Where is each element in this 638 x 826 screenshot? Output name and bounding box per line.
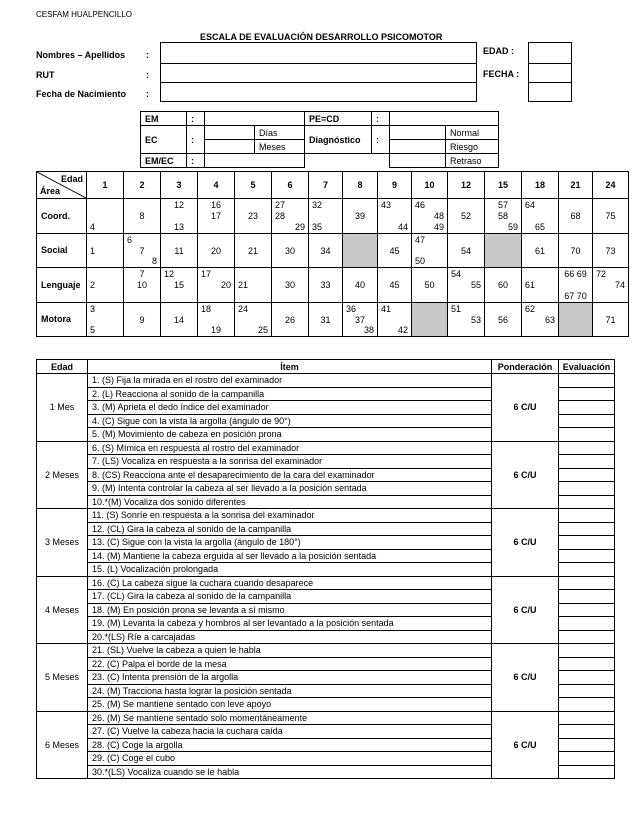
item-number: 71: [605, 314, 616, 325]
evaluacion-cell[interactable]: [559, 630, 615, 644]
item-number: 18: [201, 303, 212, 314]
item-text: 12. (CL) Gira la cabeza al sonido de la campanilla: [88, 522, 492, 536]
fecha-label: FECHA :: [483, 69, 520, 79]
area-cell: [593, 199, 629, 234]
edad-area-corner: [37, 172, 87, 199]
table-row: [37, 374, 615, 388]
ponderacion-header: Ponderación: [492, 360, 559, 374]
evaluacion-cell[interactable]: [559, 765, 615, 779]
edad-field[interactable]: [528, 42, 572, 64]
item-number: 14: [173, 314, 184, 325]
item-number: 73: [605, 245, 616, 256]
item-number: 61: [525, 280, 536, 290]
evaluacion-cell[interactable]: [559, 387, 615, 401]
area-cell: [522, 302, 559, 337]
area-cell: [522, 199, 559, 234]
item-text: 3. (M) Aprieta el dedo índice del examinador: [88, 401, 492, 415]
item-number: 49: [433, 221, 444, 232]
item-number: 2: [90, 280, 96, 290]
area-cell: [343, 233, 378, 268]
form-title: ESCALA DE EVALUACIÓN DESARROLLO PSICOMOTOR: [200, 32, 443, 42]
age-header-5: 5: [235, 172, 272, 199]
item-number: 45: [389, 245, 400, 256]
evaluacion-cell[interactable]: [559, 495, 615, 509]
diagnostico-label: Diagnóstico: [305, 126, 372, 154]
area-cell: [124, 268, 161, 303]
area-cell: [559, 199, 593, 234]
item-number: 1: [90, 245, 96, 256]
item-number: 35: [312, 221, 323, 232]
table-row: [37, 576, 615, 590]
item-text: 10.*(M) Vocaliza dos sonido diferentes: [88, 495, 492, 509]
age-header-1: 1: [87, 172, 124, 199]
item-number: 44: [397, 221, 408, 232]
edad-header: Edad: [60, 174, 83, 184]
area-cell: [87, 233, 124, 268]
item-number: 19: [210, 325, 221, 335]
em-value[interactable]: [205, 112, 305, 126]
age-group: 1 Mes: [37, 374, 88, 442]
item-number: 12: [164, 269, 175, 279]
evaluacion-cell[interactable]: [559, 576, 615, 590]
evaluacion-cell[interactable]: [559, 698, 615, 712]
item-number: 7: [139, 269, 145, 279]
age-header-2: 2: [124, 172, 161, 199]
evaluacion-cell[interactable]: [559, 482, 615, 496]
area-cell: [593, 268, 629, 303]
area-cell: [522, 268, 559, 303]
item-number: 61: [534, 245, 545, 256]
item-number: 17: [201, 269, 212, 279]
item-text: 21. (SL) Vuelve la cabeza a quien le habla: [88, 644, 492, 658]
item-number: 23: [247, 211, 258, 221]
item-number: 62: [525, 303, 536, 314]
area-cell: [378, 233, 412, 268]
emec-colon: :: [187, 154, 205, 168]
area-cell: [485, 233, 522, 268]
area-cell: [235, 199, 272, 234]
item-number: 55: [470, 280, 481, 290]
item-number: 32: [312, 200, 323, 210]
evaluacion-cell[interactable]: [559, 468, 615, 482]
age-header-9: 9: [378, 172, 412, 199]
item-number: 28: [275, 211, 286, 221]
ec-meses-value[interactable]: [205, 140, 255, 154]
meses-label: Meses: [255, 140, 305, 154]
evaluacion-cell[interactable]: [559, 441, 615, 455]
evaluacion-cell[interactable]: [559, 522, 615, 536]
item-number: 7: [139, 245, 145, 256]
table-row: [37, 644, 615, 658]
item-text: 19. (M) Levanta la cabeza y hombros al ser levantado a la posición sentada: [88, 617, 492, 631]
area-age-table: [36, 171, 629, 337]
age-header-7: 7: [309, 172, 343, 199]
item-number: 39: [354, 211, 365, 221]
area-cell: [343, 199, 378, 234]
area-cell: [235, 233, 272, 268]
item-number: 10: [136, 280, 147, 290]
item-number: 67 70: [564, 290, 587, 301]
rut-colon: :: [146, 70, 149, 80]
age-header-24: 24: [593, 172, 629, 199]
area-cell: [559, 268, 593, 303]
area-header: Área: [40, 186, 61, 196]
area-cell: [198, 302, 235, 337]
item-number: 53: [470, 314, 481, 325]
item-number: 75: [605, 211, 616, 221]
area-cell: [161, 199, 198, 234]
area-cell: [309, 199, 343, 234]
area-cell: [559, 302, 593, 337]
item-number: 41: [381, 303, 392, 314]
item-number: 54: [460, 245, 471, 256]
emec-label: EM/EC: [141, 154, 187, 168]
evaluacion-cell[interactable]: [559, 738, 615, 752]
area-cell: [198, 199, 235, 234]
table-row: [37, 711, 615, 725]
area-cell: [235, 302, 272, 337]
ponderacion-value: 6 C/U: [492, 374, 559, 442]
item-text: 6. (S) Mímica en respuesta al rostro del examinador: [88, 441, 492, 455]
age-header-18: 18: [522, 172, 559, 199]
area-cell: [272, 268, 309, 303]
item-text: 27. (C) Vuelve la cabeza hacia la cuchara caída: [88, 725, 492, 739]
area-cell: [448, 233, 485, 268]
item-text: 29. (C) Coge el cubo: [88, 752, 492, 766]
ec-dias-value[interactable]: [205, 126, 255, 140]
item-text: 16. (C) La cabeza sigue la cuchara cuando desaparece: [88, 576, 492, 590]
table-row: [37, 509, 615, 523]
item-text: 9. (M) Intenta controlar la cabeza al ser llevado a la posición sentada: [88, 482, 492, 496]
area-cell: [412, 268, 448, 303]
evaluacion-cell[interactable]: [559, 401, 615, 415]
item-number: 63: [544, 314, 555, 325]
dob-label: Fecha de Nacimiento: [36, 89, 127, 99]
area-cell: [124, 199, 161, 234]
evaluacion-cell[interactable]: [559, 671, 615, 685]
area-cell: [412, 302, 448, 337]
ponderacion-value: 6 C/U: [492, 441, 559, 509]
ponderacion-value: 6 C/U: [492, 644, 559, 712]
name-colon: :: [146, 50, 149, 60]
area-cell: [448, 268, 485, 303]
area-cell: [124, 302, 161, 337]
area-cell: [412, 199, 448, 234]
item-number: 74: [614, 280, 625, 290]
area-cell: [485, 302, 522, 337]
item-number: 20: [220, 280, 231, 290]
area-cell: [309, 302, 343, 337]
area-cell: [485, 199, 522, 234]
evaluacion-cell[interactable]: [559, 711, 615, 725]
area-cell: [161, 302, 198, 337]
age-header-15: 15: [485, 172, 522, 199]
area-cell: [309, 268, 343, 303]
area-motora: Motora: [37, 302, 87, 337]
item-number: 38: [363, 325, 374, 335]
item-number: 11: [174, 245, 184, 256]
evaluacion-cell[interactable]: [559, 617, 615, 631]
name-field[interactable]: [160, 42, 477, 64]
item-number: 17: [210, 211, 221, 221]
item-number: 57: [497, 200, 508, 210]
area-cell: [593, 233, 629, 268]
item-number: 34: [320, 245, 331, 256]
item-number: 20: [210, 245, 221, 256]
area-cell: [272, 199, 309, 234]
item-number: 27: [275, 200, 286, 210]
area-cell: [448, 302, 485, 337]
normal-check[interactable]: [390, 126, 446, 140]
item-text: 22. (C) Palpa el borde de la mesa: [88, 657, 492, 671]
item-number: 68: [570, 211, 581, 221]
age-group: 5 Meses: [37, 644, 88, 712]
item-text: 2. (L) Reacciona al sonido de la campanilla: [88, 387, 492, 401]
item-number: 42: [397, 325, 408, 335]
item-number: 50: [415, 256, 426, 266]
item-text: 8. (CS) Reacciona ante el desaparecimiento de la cara del examinador: [88, 468, 492, 482]
item-number: 21: [247, 245, 258, 256]
age-group: 6 Meses: [37, 711, 88, 779]
area-coord: Coord.: [37, 199, 87, 234]
item-number: 30: [284, 280, 295, 290]
ec-colon: :: [187, 126, 205, 154]
evaluacion-cell[interactable]: [559, 374, 615, 388]
area-cell: [309, 233, 343, 268]
age-header-6: 6: [272, 172, 309, 199]
evaluacion-cell[interactable]: [559, 684, 615, 698]
pecd-colon: :: [372, 112, 390, 126]
item-number: 8: [151, 256, 157, 266]
age-header-10: 10: [412, 172, 448, 199]
rut-label: RUT: [36, 70, 55, 80]
item-number: 3: [90, 303, 96, 314]
age-group: 3 Meses: [37, 509, 88, 577]
normal-label: Normal: [446, 126, 499, 140]
item-number: 21: [238, 280, 249, 290]
age-header-8: 8: [343, 172, 378, 199]
riesgo-check[interactable]: [390, 140, 446, 154]
evaluacion-cell[interactable]: [559, 536, 615, 550]
item-number: 47: [415, 234, 426, 245]
evaluacion-cell[interactable]: [559, 455, 615, 469]
item-number: 56: [497, 314, 508, 325]
item-number: 54: [451, 269, 462, 279]
item-text: 25. (M) Se mantiene sentado con leve apoyo: [88, 698, 492, 712]
evaluacion-cell[interactable]: [559, 590, 615, 604]
riesgo-label: Riesgo: [446, 140, 499, 154]
item-number: 29: [294, 221, 305, 232]
diagnostico-colon: :: [372, 126, 390, 154]
item-text: 23. (C) Intenta prensión de la argolla: [88, 671, 492, 685]
evaluacion-cell[interactable]: [559, 509, 615, 523]
fecha-field[interactable]: [528, 63, 572, 83]
age-header-21: 21: [559, 172, 593, 199]
area-cell: [161, 233, 198, 268]
age-header-3: 3: [161, 172, 198, 199]
area-social: Social: [37, 233, 87, 268]
dob-colon: :: [146, 89, 149, 99]
pecd-value[interactable]: [390, 112, 499, 126]
item-number: 65: [534, 221, 545, 232]
evaluacion-cell[interactable]: [559, 644, 615, 658]
item-number: 45: [389, 280, 400, 290]
area-cell: [161, 268, 198, 303]
item-number: 40: [354, 280, 365, 290]
item-number: 31: [320, 314, 331, 325]
em-label: EM: [141, 112, 187, 126]
item-text: 30.*(LS) Vocaliza cuando se le habla: [88, 765, 492, 779]
items-table: [36, 359, 615, 779]
area-cell: [343, 302, 378, 337]
item-number: 70: [570, 245, 581, 256]
item-number: 37: [354, 314, 365, 325]
item-text: 7. (LS) Vocaliza en respuesta a la sonrisa del examinador: [88, 455, 492, 469]
item-number: 13: [173, 221, 184, 232]
retraso-check[interactable]: [390, 154, 446, 168]
area-lenguaje: Lenguaje: [37, 268, 87, 303]
ec-label: EC: [141, 126, 187, 154]
item-number: 51: [451, 303, 462, 314]
item-number: 8: [139, 211, 145, 221]
evaluacion-header: Evaluación: [559, 360, 615, 374]
pecd-label: PE=CD: [305, 112, 372, 126]
area-cell: [198, 268, 235, 303]
item-number: 50: [424, 280, 435, 290]
item-text: 14. (M) Mantiene la cabeza erguida al ser llevado a la posición sentada: [88, 549, 492, 563]
area-cell: [593, 302, 629, 337]
em-ec-table: [140, 111, 499, 168]
area-cell: [235, 268, 272, 303]
item-text: 11. (S) Sonríe en respuesta a la sonrisa del examinador: [88, 509, 492, 523]
area-cell: [87, 268, 124, 303]
item-number: 36: [346, 303, 357, 314]
ponderacion-value: 6 C/U: [492, 509, 559, 577]
area-cell: [412, 233, 448, 268]
item-number: 72: [596, 269, 607, 279]
item-text: 17. (CL) Gira la cabeza al sonido de la campanilla: [88, 590, 492, 604]
item-number: 26: [284, 314, 295, 325]
item-header: Ítem: [88, 360, 492, 374]
item-number: 59: [507, 221, 518, 232]
item-text: 28. (C) Coge la argolla: [88, 738, 492, 752]
item-text: 4. (C) Sigue con la vista la argolla (ángulo de 90°): [88, 414, 492, 428]
item-text: 18. (M) En posición prona se levanta a sí mismo: [88, 603, 492, 617]
area-cell: [198, 233, 235, 268]
age-group: 4 Meses: [37, 576, 88, 644]
item-number: 30: [284, 245, 295, 256]
area-cell: [124, 233, 161, 268]
edad-label: EDAD :: [483, 46, 514, 56]
evaluacion-cell[interactable]: [559, 428, 615, 442]
item-number: 48: [433, 211, 444, 221]
item-number: 64: [525, 200, 536, 210]
item-text: 1. (S) Fija la mirada en el rostro del examinador: [88, 374, 492, 388]
area-cell: [87, 302, 124, 337]
age-header-12: 12: [448, 172, 485, 199]
area-cell: [272, 302, 309, 337]
item-text: 15. (L) Vocalización prolongada: [88, 563, 492, 577]
item-number: 12: [173, 200, 184, 210]
retraso-label: Retraso: [446, 154, 499, 168]
item-number: 25: [257, 325, 268, 335]
item-number: 58: [497, 211, 508, 221]
item-number: 33: [320, 280, 331, 290]
evaluacion-cell[interactable]: [559, 603, 615, 617]
evaluacion-cell[interactable]: [559, 752, 615, 766]
item-number: 52: [460, 211, 471, 221]
item-number: 60: [497, 280, 508, 290]
evaluacion-cell[interactable]: [559, 414, 615, 428]
evaluacion-cell[interactable]: [559, 725, 615, 739]
area-cell: [559, 233, 593, 268]
item-number: 4: [90, 221, 96, 232]
ponderacion-value: 6 C/U: [492, 711, 559, 779]
area-cell: [272, 233, 309, 268]
item-number: 46: [415, 200, 426, 210]
item-text: 5. (M) Movimiento de cabeza en posición prona: [88, 428, 492, 442]
emec-value[interactable]: [205, 154, 305, 168]
org-name: CESFAM HUALPENCILLO: [36, 10, 133, 19]
em-colon: :: [187, 112, 205, 126]
evaluacion-cell[interactable]: [559, 657, 615, 671]
area-cell: [378, 302, 412, 337]
item-number: 5: [90, 325, 96, 335]
item-number: 15: [173, 280, 184, 290]
item-number: 9: [139, 314, 145, 325]
area-cell: [522, 233, 559, 268]
age-header-4: 4: [198, 172, 235, 199]
item-number: 16: [210, 200, 221, 210]
edad-header: Edad: [37, 360, 88, 374]
area-cell: [378, 199, 412, 234]
evaluacion-cell[interactable]: [559, 549, 615, 563]
item-number: 6: [127, 234, 133, 245]
item-number: 24: [238, 303, 249, 314]
item-text: 20.*(LS) Ríe a carcajadas: [88, 630, 492, 644]
extra-field[interactable]: [528, 82, 572, 102]
age-group: 2 Meses: [37, 441, 88, 509]
area-cell: [485, 268, 522, 303]
area-cell: [378, 268, 412, 303]
item-text: 13. (C) Sigue con la vista la argolla (ángulo de 180°): [88, 536, 492, 550]
item-text: 26. (M) Se mantiene sentado solo momentáneamente: [88, 711, 492, 725]
name-label: Nombres – Apellidos: [36, 50, 126, 60]
item-text: 24. (M) Tracciona hasta lograr la posición sentada: [88, 684, 492, 698]
evaluacion-cell[interactable]: [559, 563, 615, 577]
item-number: 43: [381, 200, 392, 210]
dias-label: Días: [255, 126, 305, 140]
dob-field[interactable]: [160, 82, 477, 102]
area-cell: [343, 268, 378, 303]
item-number: 66 69: [564, 269, 587, 279]
rut-field[interactable]: [160, 63, 477, 83]
area-cell: [448, 199, 485, 234]
area-cell: [87, 199, 124, 234]
ponderacion-value: 6 C/U: [492, 576, 559, 644]
table-row: [37, 441, 615, 455]
